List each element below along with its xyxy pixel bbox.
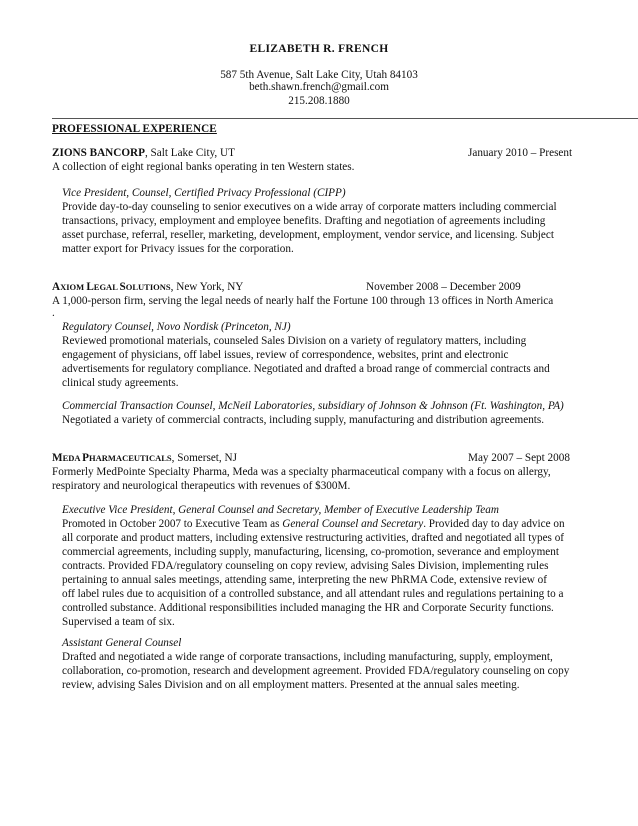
job1-location: , Salt Lake City, UT: [144, 147, 235, 159]
job3-heading: [52, 451, 237, 465]
job3-description-line: respiratory and neurological therapeutics with revenues of $300M.: [52, 480, 351, 492]
job3-role1-line: commercial agreements, including supply, manufacturing, licensing, co-promotion, severance and employment: [62, 546, 559, 558]
job3-role1-text: . Provided day to day advice on: [423, 518, 565, 530]
job1-dates: January 2010 – Present: [468, 147, 573, 159]
section-title: PROFESSIONAL EXPERIENCE: [52, 123, 217, 135]
job3-role1-line: all corporate and product matters, including extensive restructuring activities, drafted and negotiated all types of: [62, 532, 565, 544]
job3-company-part: M: [52, 452, 63, 464]
job3-role1-line: off label rules due to acquisition of a controlled substance, and all attendant rules and regulations pertaining to a: [62, 588, 564, 600]
job2-role1-title: Regulatory Counsel, Novo Nordisk (Princeton, NJ): [62, 321, 291, 333]
job2-role1-line: clinical study agreements.: [62, 377, 179, 389]
job2-dates: November 2008 – December 2009: [366, 281, 521, 293]
job2-description: A 1,000-person firm, serving the legal needs of nearly half the Fortune 100 through 13 offices in North America: [52, 295, 554, 307]
job3-company-part: HARMACEUTICALS: [89, 453, 172, 463]
job2-company-part: A: [52, 281, 61, 293]
job1-role-line: transactions, privacy, employment and employee benefits. Drafting and negotiation of agreements including: [62, 215, 546, 227]
job2-company-part: XIOM: [60, 282, 87, 292]
job1-role-title: Vice President, Counsel, Certified Privacy Professional (CIPP): [62, 187, 346, 199]
job3-dates: May 2007 – Sept 2008: [468, 452, 570, 464]
job2-role1-line: Reviewed promotional materials, counseled Sales Division on a variety of regulatory matters, including: [62, 335, 527, 347]
job2-role2-title: Commercial Transaction Counsel, McNeil Laboratories, subsidiary of Johnson & Johnson (Ft. Washington, PA): [62, 400, 564, 412]
address: 587 5th Avenue, Salt Lake City, Utah 84103: [220, 69, 418, 81]
job1-role-line: asset purchase, referral, reseller, marketing, development, employment, vendor service, and licensing. Subject: [62, 229, 554, 241]
job1-role-line: matter export for Privacy issues for the corporation.: [62, 243, 294, 255]
job3-company-part: P: [82, 452, 90, 464]
job1-description: A collection of eight regional banks operating in ten Western states.: [52, 161, 355, 173]
job3-location: , Somerset, NJ: [171, 452, 237, 464]
job3-role1-title-inline: General Counsel and Secretary: [282, 518, 424, 530]
job2-company-part: S: [119, 281, 126, 293]
job1-heading: [52, 146, 235, 160]
job3-role1-line: pertaining to annual sales meetings, attending same, interpreting the new PhRMA Code, extensive review of: [62, 574, 547, 586]
candidate-name: ELIZABETH R. FRENCH: [249, 43, 389, 55]
job2-heading: [52, 280, 243, 294]
phone: 215.208.1880: [288, 95, 350, 107]
job3-role1-line: Supervised a team of six.: [62, 616, 175, 628]
email: beth.shawn.french@gmail.com: [249, 81, 389, 93]
job3-role1-line-first: [62, 517, 565, 531]
job2-company-part: EGAL: [93, 282, 120, 292]
job3-role1-line: contracts. Provided FDA/regulatory counseling on copy review, advising Sales Division, implementing rules: [62, 560, 549, 572]
job3-role2-line: review, advising Sales Division and on all employment matters. Presented at the annual sales meeting.: [62, 679, 520, 691]
job3-role2-line: Drafted and negotiated a wide range of corporate transactions, including manufacturing, supply, employment,: [62, 651, 553, 663]
job3-role2-title: Assistant General Counsel: [62, 637, 182, 649]
job2-company-part: L: [86, 281, 94, 293]
job2-dot: .: [52, 307, 55, 319]
job2-company-part: OLUTIONS: [125, 282, 171, 292]
job2-location: , New York, NY: [170, 281, 244, 293]
job3-role1-title: Executive Vice President, General Counsel and Secretary, Member of Executive Leadership Team: [62, 504, 499, 516]
job2-role2-line: Negotiated a variety of commercial contracts, including supply, manufacturing and distribution agreements.: [62, 414, 545, 426]
job1-role-line: Provide day-to-day counseling to senior executives on a wide array of corporate matters including commercial: [62, 201, 557, 213]
job1-company: ZIONS BANCORP: [52, 147, 145, 159]
job3-role1-line: controlled substance. Additional responsibilities included managing the HR and Corporate Security functions.: [62, 602, 554, 614]
job3-role1-text: Promoted in October 2007 to Executive Team as: [62, 518, 283, 530]
job3-role2-line: collaboration, co-promotion, research and development agreement. Provided FDA/regulatory counseling on copy: [62, 665, 570, 677]
job2-role1-line: engagement of physicians, off label issues, review of correspondence, websites, print and electronic: [62, 349, 509, 361]
job3-description-line: Formerly MedPointe Specialty Pharma, Meda was a specialty pharmaceutical company with a focus on allergy,: [52, 466, 551, 478]
job2-role1-line: advertisements for regulatory compliance. Negotiated and drafted a broad range of commercial contracts and: [62, 363, 550, 375]
section-divider: [52, 118, 638, 119]
job3-company-part: EDA: [62, 453, 83, 463]
